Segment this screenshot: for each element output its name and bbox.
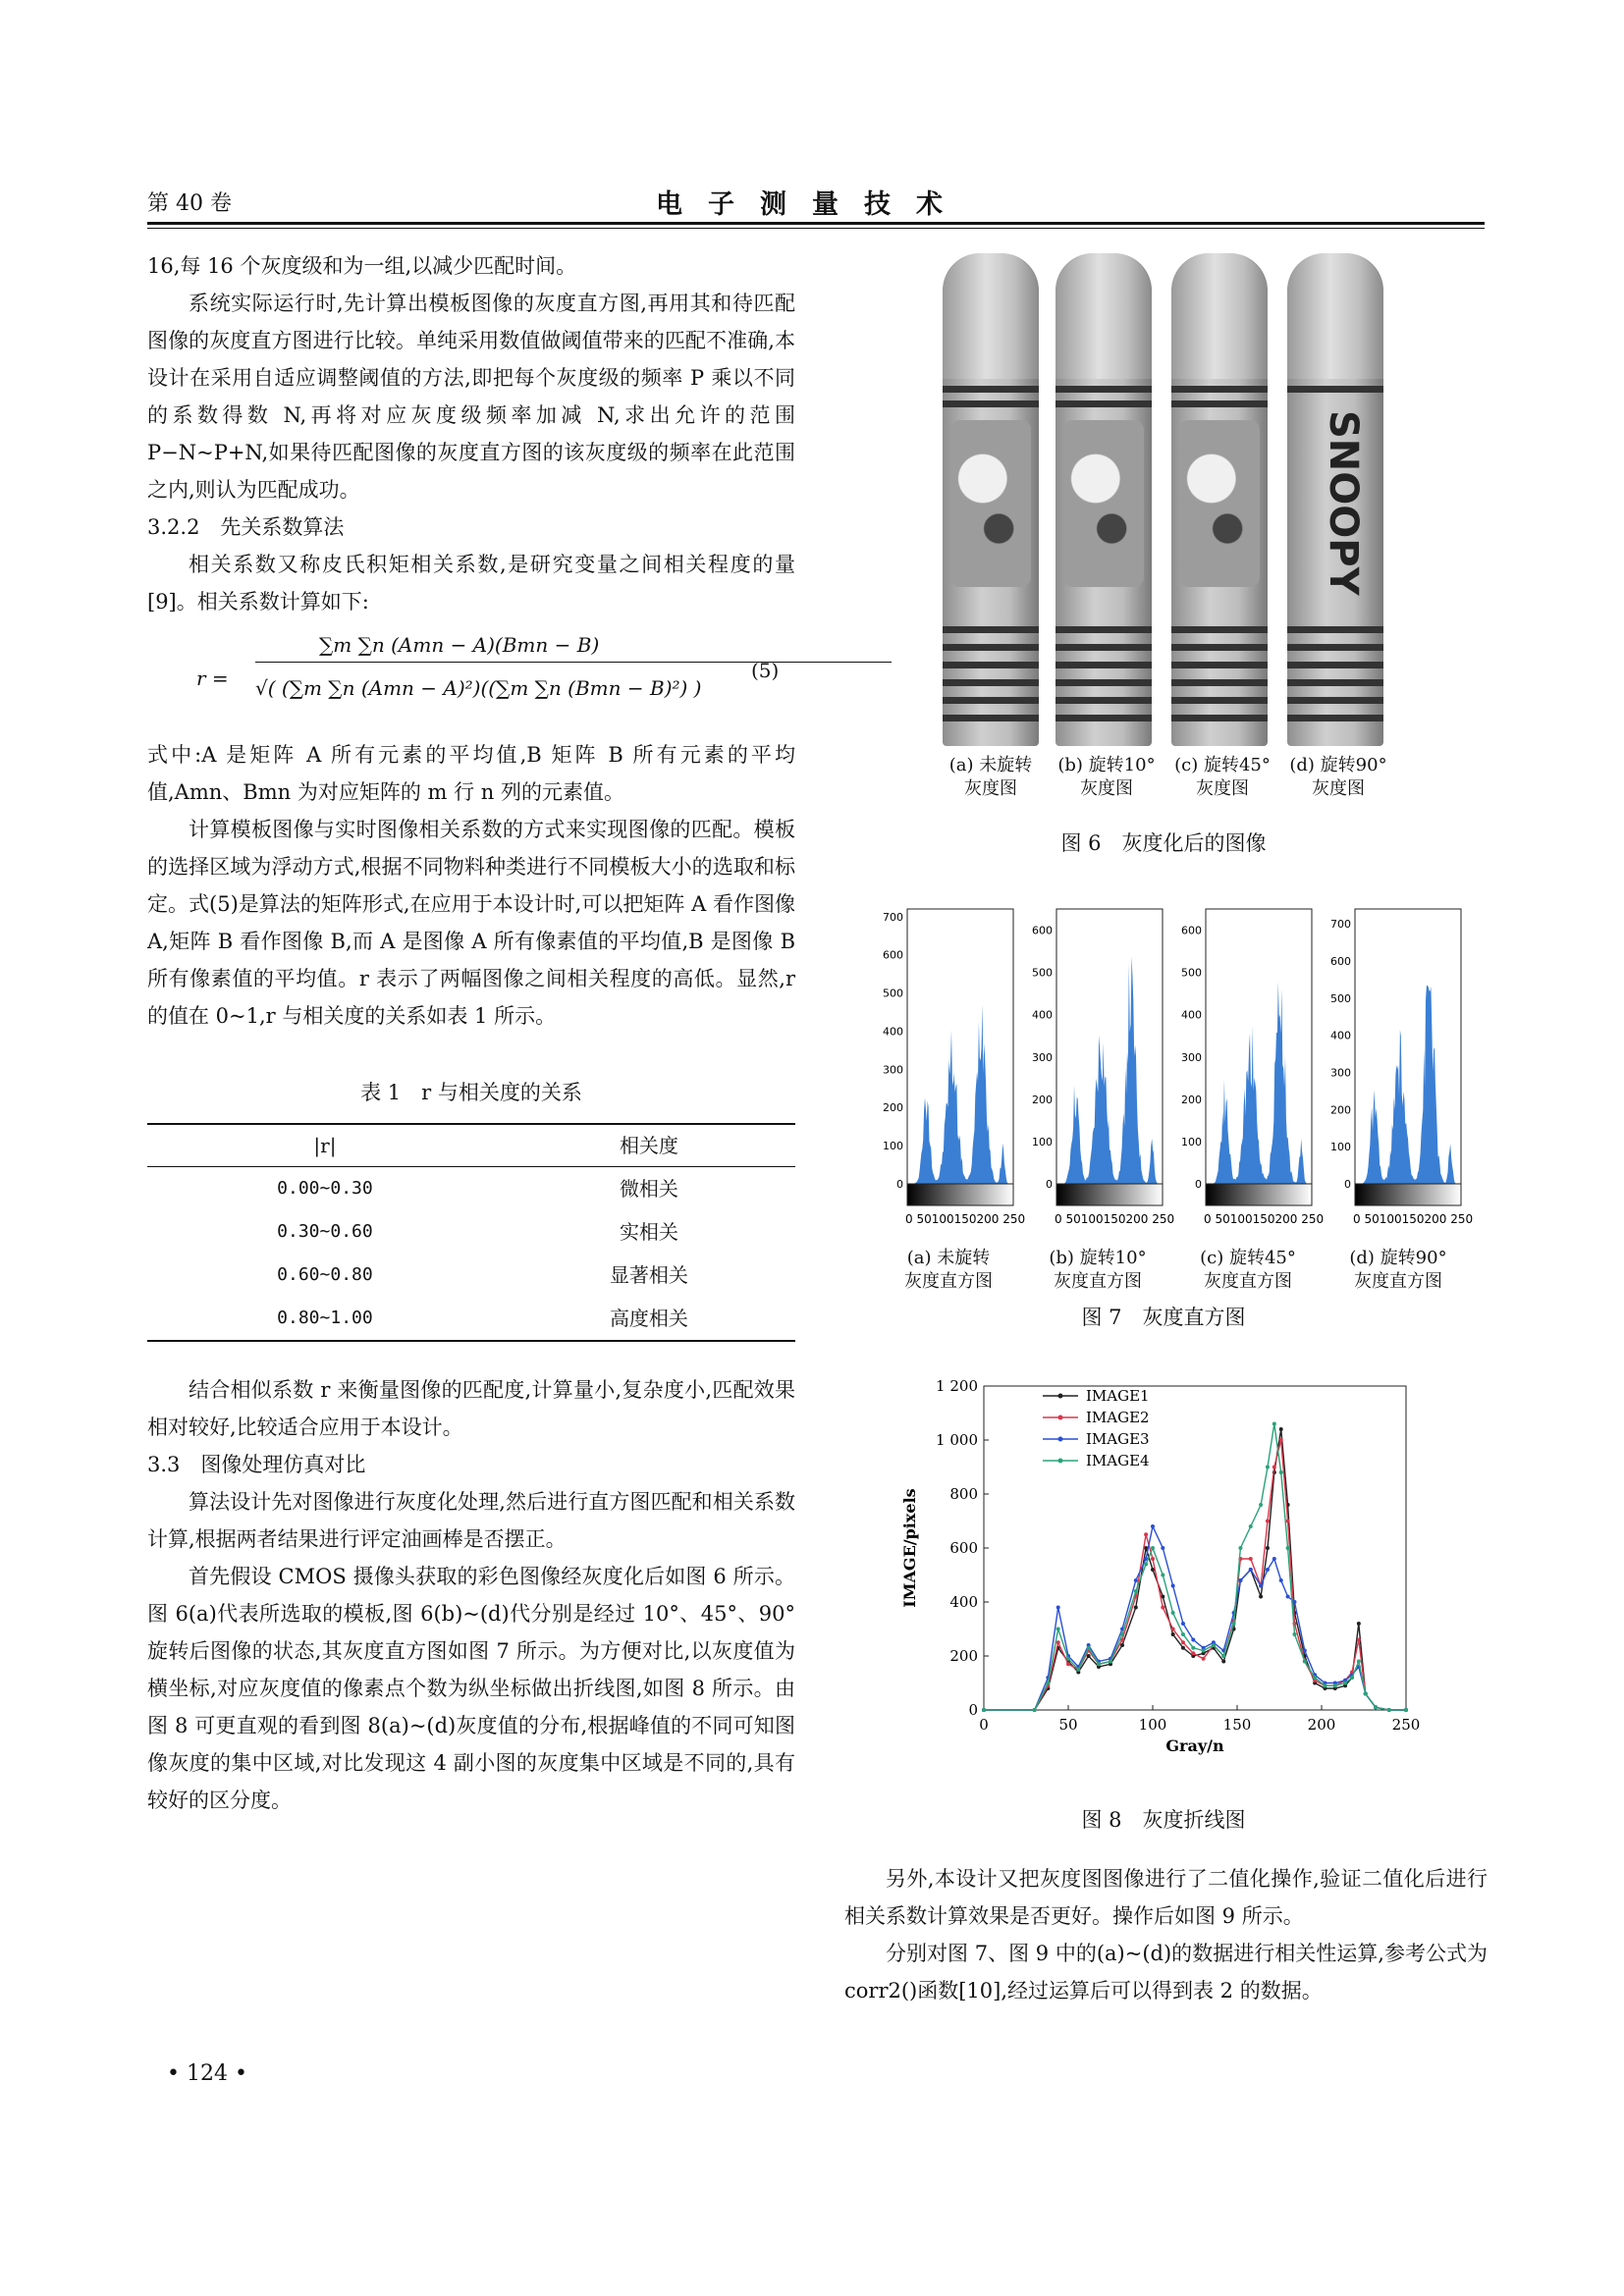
right-column xyxy=(844,1860,1488,2009)
table-row xyxy=(147,1210,795,1254)
crayon-label: SNOOPY xyxy=(1321,410,1366,596)
data-point xyxy=(1272,1466,1276,1469)
figure-7-caption: 图 7 灰度直方图 xyxy=(1081,1306,1246,1329)
stripe xyxy=(1056,644,1152,651)
x-tick-labels: 0 50100150200 250 xyxy=(1353,1212,1473,1226)
stripe xyxy=(943,644,1039,651)
data-point xyxy=(1202,1657,1206,1661)
stripe xyxy=(1171,644,1268,651)
paragraph: 结合相似系数 r 来衡量图像的匹配度,计算量小,复杂度小,匹配效果相对较好,比较适合应用于本设计。 xyxy=(147,1378,795,1439)
y-tick-label: 300 xyxy=(883,1063,903,1077)
data-point xyxy=(1161,1574,1164,1577)
data-point xyxy=(1120,1632,1124,1636)
legend-marker xyxy=(1058,1437,1063,1442)
y-tick-label: 400 xyxy=(1181,1008,1202,1022)
y-tick-label: 200 xyxy=(883,1101,903,1115)
stripe xyxy=(1171,715,1268,721)
data-point xyxy=(1161,1546,1164,1550)
series-line-image2 xyxy=(984,1440,1406,1710)
data-point xyxy=(1076,1668,1080,1672)
paragraph: 相关系数又称皮氏积矩相关系数,是研究变量之间相关程度的量[9]。相关系数计算如下: xyxy=(147,553,795,614)
subfigure-label: (a) 未旋转 灰度图 xyxy=(948,755,1033,799)
legend-label: IMAGE4 xyxy=(1086,1452,1150,1469)
subfigure-label: (b) 旋转10° 灰度图 xyxy=(1057,755,1156,799)
data-point xyxy=(1249,1568,1253,1572)
data-point xyxy=(1266,1546,1270,1550)
data-point xyxy=(1279,1470,1283,1474)
stripe xyxy=(943,626,1039,633)
y-tick-label: 300 xyxy=(1330,1066,1351,1080)
crayon-tip xyxy=(1171,253,1268,379)
data-point xyxy=(1144,1532,1148,1536)
data-point xyxy=(1266,1466,1270,1469)
table-cell: 0.80~1.00 xyxy=(147,1297,503,1341)
section-heading: 3.3 图像处理仿真对比 xyxy=(147,1453,366,1476)
table-cell: 0.60~0.80 xyxy=(277,1264,373,1285)
plot-frame xyxy=(984,1386,1406,1710)
gray-scale-bar xyxy=(907,1184,1013,1205)
crayon-tip xyxy=(1056,253,1152,379)
table-1 xyxy=(147,1123,795,1342)
stripe xyxy=(1287,386,1383,393)
x-tick-label: 0 xyxy=(979,1716,989,1734)
table-cell: 0.00~0.30 xyxy=(277,1178,373,1199)
legend-marker xyxy=(1058,1459,1063,1464)
data-point xyxy=(1303,1649,1307,1653)
data-point xyxy=(1171,1628,1175,1631)
data-point xyxy=(1279,1578,1283,1582)
y-tick-label: 500 xyxy=(883,987,903,1000)
data-point xyxy=(1357,1622,1361,1626)
data-point xyxy=(1272,1422,1276,1426)
y-tick-label: 500 xyxy=(1330,991,1351,1005)
data-point xyxy=(1171,1632,1175,1636)
histogram-bars xyxy=(1206,982,1312,1184)
data-point xyxy=(1066,1657,1070,1661)
data-point xyxy=(1357,1660,1361,1664)
stripe xyxy=(943,679,1039,686)
data-point xyxy=(1238,1546,1242,1550)
table-cell: 实相关 xyxy=(619,1220,678,1244)
data-point xyxy=(1259,1595,1263,1599)
stripe xyxy=(943,400,1039,407)
series-line-image4 xyxy=(984,1424,1406,1711)
data-point xyxy=(1266,1520,1270,1523)
data-point xyxy=(1191,1638,1195,1642)
data-point xyxy=(1286,1546,1290,1550)
paragraph: 算法设计先对图像进行灰度化处理,然后进行直方图匹配和相关系数计算,根据两者结果进行评定油画棒是否摆正。 xyxy=(147,1490,795,1551)
data-point xyxy=(1221,1654,1225,1658)
y-tick-label: 0 xyxy=(1344,1178,1351,1191)
stripe xyxy=(943,697,1039,704)
section-heading: 3.2.2 先关系数算法 xyxy=(147,515,345,539)
paragraph: 另外,本设计又把灰度图图像进行了二值化操作,验证二值化后进行相关系数计算效果是否更好。操作后如图 9 所示。 xyxy=(844,1867,1488,1928)
stripe xyxy=(1056,386,1152,393)
histogram-2 xyxy=(1181,909,1324,1226)
figure-7-histograms xyxy=(874,901,1473,1294)
data-point xyxy=(1033,1708,1037,1712)
stripe xyxy=(1287,662,1383,668)
gray-scale-bar xyxy=(1355,1184,1461,1205)
y-tick-label: 600 xyxy=(883,948,903,962)
data-point xyxy=(1181,1632,1185,1636)
subfigure-label: (a) 未旋转 灰度直方图 xyxy=(904,1248,993,1292)
y-tick-label: 300 xyxy=(1181,1050,1202,1064)
x-tick-label: 250 xyxy=(1391,1716,1421,1734)
y-tick-label: 1 000 xyxy=(936,1431,978,1449)
y-tick-label: 200 xyxy=(949,1647,978,1665)
paragraph: 系统实际运行时,先计算出模板图像的灰度直方图,再用其和待匹配图像的灰度直方图进行比较。单纯采用数值做阈值带来的匹配不准确,本设计在采用自适应调整阈值的方法,即把每个灰度级的频率 P 乘以不同的系数得数 N,再将对应灰度级频率加减 N,求出允许的范围 P−N~P+N,如果待匹配图像的灰度直方图的该灰度级的频率在此范围之内,则认为匹配成功。 xyxy=(147,292,795,502)
data-point xyxy=(1292,1600,1296,1604)
series-line-image1 xyxy=(984,1429,1406,1710)
x-axis-label: Gray/n xyxy=(1165,1736,1224,1755)
data-point xyxy=(1333,1683,1337,1687)
y-tick-label: 200 xyxy=(1330,1103,1351,1117)
data-point xyxy=(1056,1606,1060,1610)
y-tick-label: 400 xyxy=(883,1025,903,1039)
data-point xyxy=(1249,1557,1253,1561)
data-point xyxy=(1323,1683,1326,1687)
data-point xyxy=(1181,1622,1185,1626)
data-point xyxy=(1313,1676,1317,1680)
table-cell: 0.30~0.60 xyxy=(277,1221,373,1242)
y-tick-label: 400 xyxy=(1032,1008,1053,1022)
stripe xyxy=(943,715,1039,721)
stripe xyxy=(1287,679,1383,686)
data-point xyxy=(1151,1524,1155,1528)
histogram-bars xyxy=(907,1004,1013,1184)
histogram-bars xyxy=(1056,957,1163,1184)
histogram-bars xyxy=(1355,986,1461,1184)
data-point xyxy=(1212,1643,1216,1647)
page-number: • 124 • xyxy=(167,2061,247,2086)
data-point xyxy=(1387,1708,1391,1712)
table-row xyxy=(147,1167,795,1211)
header-rule xyxy=(147,222,1485,225)
table-cell: 高度相关 xyxy=(503,1297,795,1341)
x-tick-labels: 0 50100150200 250 xyxy=(905,1212,1026,1226)
stripe xyxy=(943,662,1039,668)
data-point xyxy=(1191,1651,1195,1655)
data-point xyxy=(1066,1662,1070,1666)
x-tick-label: 50 xyxy=(1058,1716,1078,1734)
x-tick-label: 100 xyxy=(1138,1716,1167,1734)
y-tick-label: 100 xyxy=(1032,1135,1053,1148)
data-point xyxy=(1056,1628,1060,1631)
paragraph: 首先假设 CMOS 摄像头获取的彩色图像经灰度化后如图 6 所示。图 6(a)代表所选取的模板,图 6(b)~(d)代分别是经过 10°、45°、90°旋转后图像的状态,其灰度直方图如图 7 所示。为方便对比,以灰度值为横坐标,对应灰度值的像素点个数为纵坐标做出折线图,如图 8 所示。由图 8 可更直观的看到图 8(a)~(d)灰度值的分布,根据峰值的不同可知图像灰度的集中区域,对比发现这 4 副小图的灰度集中区域是不同的,具有较好的区分度。 xyxy=(147,1565,795,1812)
y-tick-label: 600 xyxy=(1032,924,1053,937)
legend-marker xyxy=(1058,1394,1063,1399)
data-point xyxy=(1279,1438,1283,1442)
equation-denominator: √( (∑m ∑n (Amn − A)²)((∑m ∑n (Bmn − B)²) ) xyxy=(255,676,702,700)
stripe xyxy=(1287,697,1383,704)
y-tick-label: 600 xyxy=(1181,924,1202,937)
table-cell: 显著相关 xyxy=(609,1263,688,1287)
stripe xyxy=(1287,715,1383,721)
data-point xyxy=(1046,1682,1050,1685)
left-column xyxy=(147,247,795,1819)
gray-scale-bar xyxy=(1056,1184,1163,1205)
y-tick-label: 0 xyxy=(968,1701,978,1719)
crayon-image-a xyxy=(943,253,1039,746)
legend-marker xyxy=(1058,1415,1063,1420)
data-point xyxy=(1238,1578,1242,1582)
stripe xyxy=(1287,626,1383,633)
histogram-1 xyxy=(1032,909,1174,1226)
figure-8-caption: 图 8 灰度折线图 xyxy=(1081,1808,1246,1832)
data-point xyxy=(1181,1646,1185,1650)
data-point xyxy=(1109,1660,1112,1664)
data-point xyxy=(1259,1503,1263,1507)
header-volume: 第 40 卷 xyxy=(147,191,232,216)
stripe xyxy=(1056,715,1152,721)
data-point xyxy=(1404,1708,1408,1712)
legend-label: IMAGE2 xyxy=(1086,1409,1150,1426)
data-point xyxy=(982,1708,986,1712)
subfigure-label: (c) 旋转45° 灰度图 xyxy=(1174,755,1271,799)
table-row xyxy=(147,1297,795,1341)
stripe xyxy=(1056,626,1152,633)
legend-label: IMAGE3 xyxy=(1086,1430,1150,1448)
paragraph: 16,每 16 个灰度级和为一组,以减少匹配时间。 xyxy=(147,254,577,278)
histogram-0 xyxy=(883,909,1025,1226)
y-tick-label: 500 xyxy=(1032,966,1053,980)
stripe xyxy=(1171,662,1268,668)
table-header: |r| xyxy=(147,1124,503,1167)
crayon-image-c xyxy=(1171,253,1268,746)
stripe xyxy=(1056,400,1152,407)
data-point xyxy=(1056,1640,1060,1644)
data-point xyxy=(1151,1546,1155,1550)
data-point xyxy=(1232,1622,1236,1626)
gray-scale-bar xyxy=(1206,1184,1312,1205)
paragraph: 分别对图 7、图 9 中的(a)~(d)的数据进行相关性运算,参考公式为 corr2()函数[10],经过运算后可以得到表 2 的数据。 xyxy=(844,1942,1488,2002)
data-point xyxy=(1286,1520,1290,1523)
data-point xyxy=(1286,1595,1290,1599)
data-point xyxy=(1374,1705,1378,1709)
x-tick-label: 200 xyxy=(1307,1716,1336,1734)
paragraph: 计算模板图像与实时图像相关系数的方式来实现图像的匹配。模板的选择区域为浮动方式,根据不同物料种类进行不同模板大小的选取和标定。式(5)是算法的矩阵形式,在应用于本设计时,可以把矩阵 A 看作图像 A,矩阵 B 看作图像 B,而 A 是图像 A 所有像素值的平均值,B 是图像 B 所有像素值的平均值。r 表示了两幅图像之间相关程度的高低。显然,r 的值在 0~1,r 与相关度的关系如表 1 所示。 xyxy=(147,818,795,1028)
data-point xyxy=(1134,1606,1138,1610)
data-point xyxy=(1350,1676,1354,1680)
table-row xyxy=(147,1254,795,1297)
y-tick-label: 700 xyxy=(1330,918,1351,932)
stripe xyxy=(1171,697,1268,704)
data-point xyxy=(1151,1557,1155,1561)
data-point xyxy=(1097,1662,1101,1666)
stripe xyxy=(1171,400,1268,407)
data-point xyxy=(1120,1643,1124,1647)
y-tick-label: 800 xyxy=(949,1485,978,1503)
table-caption: 表 1 r 与相关度的关系 xyxy=(360,1081,582,1104)
stripe xyxy=(1056,697,1152,704)
y-tick-label: 500 xyxy=(1181,966,1202,980)
data-point xyxy=(1202,1649,1206,1653)
header-rule-thin xyxy=(147,228,1485,229)
y-tick-label: 600 xyxy=(949,1539,978,1557)
legend-label: IMAGE1 xyxy=(1086,1387,1150,1405)
x-tick-labels: 0 50100150200 250 xyxy=(1204,1212,1325,1226)
data-point xyxy=(1292,1632,1296,1636)
y-tick-label: 400 xyxy=(949,1593,978,1611)
subfigure-label: (b) 旋转10° 灰度直方图 xyxy=(1049,1248,1147,1292)
data-point xyxy=(1343,1682,1347,1685)
table-header: 相关度 xyxy=(503,1124,795,1167)
data-point xyxy=(1134,1589,1138,1593)
data-point xyxy=(1364,1692,1368,1696)
x-tick-labels: 0 50100150200 250 xyxy=(1055,1212,1175,1226)
y-tick-label: 100 xyxy=(883,1140,903,1153)
crayon-tip xyxy=(1287,253,1383,379)
equation-number: (5) xyxy=(751,659,780,682)
data-point xyxy=(1181,1640,1185,1644)
crayon-image-d xyxy=(1287,253,1383,746)
table-cell: 微相关 xyxy=(619,1177,678,1201)
y-axis-label: IMAGE/pixels xyxy=(900,1488,919,1608)
y-tick-label: 600 xyxy=(1330,954,1351,968)
data-point xyxy=(1272,1557,1276,1561)
data-point xyxy=(1266,1568,1270,1572)
y-tick-label: 700 xyxy=(883,910,903,924)
figure-6-caption: 图 6 灰度化后的图像 xyxy=(1060,831,1267,855)
figure-6 xyxy=(938,253,1389,803)
y-tick-label: 200 xyxy=(1181,1093,1202,1106)
y-tick-label: 400 xyxy=(1330,1029,1351,1042)
paragraph: 式中:A 是矩阵 A 所有元素的平均值,B 矩阵 B 所有元素的平均值,Amn、Bmn 为对应矩阵的 m 行 n 列的元素值。 xyxy=(147,743,795,804)
data-point xyxy=(1144,1563,1148,1567)
data-point xyxy=(1279,1427,1283,1431)
equation-5 xyxy=(147,622,795,730)
x-tick-label: 150 xyxy=(1222,1716,1252,1734)
fraction-bar xyxy=(255,662,892,663)
data-point xyxy=(1259,1584,1263,1588)
stripe xyxy=(1056,679,1152,686)
subfigure-label: (c) 旋转45° 灰度直方图 xyxy=(1200,1248,1296,1292)
journal-title: 电子测量技术 xyxy=(656,189,968,220)
y-tick-label: 0 xyxy=(1046,1178,1053,1191)
subfigure-label: (d) 旋转90° 灰度直方图 xyxy=(1349,1248,1447,1292)
y-tick-label: 100 xyxy=(1330,1141,1351,1154)
data-point xyxy=(1161,1606,1164,1610)
equation-lhs: r = xyxy=(196,667,229,690)
data-point xyxy=(1249,1524,1253,1528)
figure-8-line-chart xyxy=(893,1374,1424,1796)
y-tick-label: 0 xyxy=(1195,1178,1202,1191)
y-tick-label: 0 xyxy=(896,1178,903,1191)
data-point xyxy=(1087,1646,1091,1650)
data-point xyxy=(1221,1660,1225,1664)
stripe xyxy=(943,386,1039,393)
stripe xyxy=(1171,626,1268,633)
crayon-artwork xyxy=(950,420,1031,587)
stripe xyxy=(1171,679,1268,686)
histogram-3 xyxy=(1330,909,1473,1226)
crayon-image-b xyxy=(1056,253,1152,746)
crayon-tip xyxy=(943,253,1039,379)
crayon-artwork xyxy=(1179,420,1260,587)
stripe xyxy=(1056,662,1152,668)
data-point xyxy=(1171,1584,1175,1588)
y-tick-label: 1 200 xyxy=(936,1377,978,1395)
data-point xyxy=(1134,1578,1138,1582)
y-tick-label: 100 xyxy=(1181,1135,1202,1148)
data-point xyxy=(1087,1654,1091,1658)
crayon-artwork xyxy=(1063,420,1144,587)
stripe xyxy=(1171,386,1268,393)
data-point xyxy=(1303,1660,1307,1664)
y-tick-label: 200 xyxy=(1032,1093,1053,1106)
data-point xyxy=(1191,1646,1195,1650)
subfigure-label: (d) 旋转90° 灰度图 xyxy=(1289,755,1387,799)
data-point xyxy=(1357,1638,1361,1642)
y-tick-label: 300 xyxy=(1032,1050,1053,1064)
data-point xyxy=(1171,1611,1175,1615)
stripe xyxy=(1287,644,1383,651)
equation-numerator: ∑m ∑n (Amn − A)(Bmn − B) xyxy=(319,633,600,657)
